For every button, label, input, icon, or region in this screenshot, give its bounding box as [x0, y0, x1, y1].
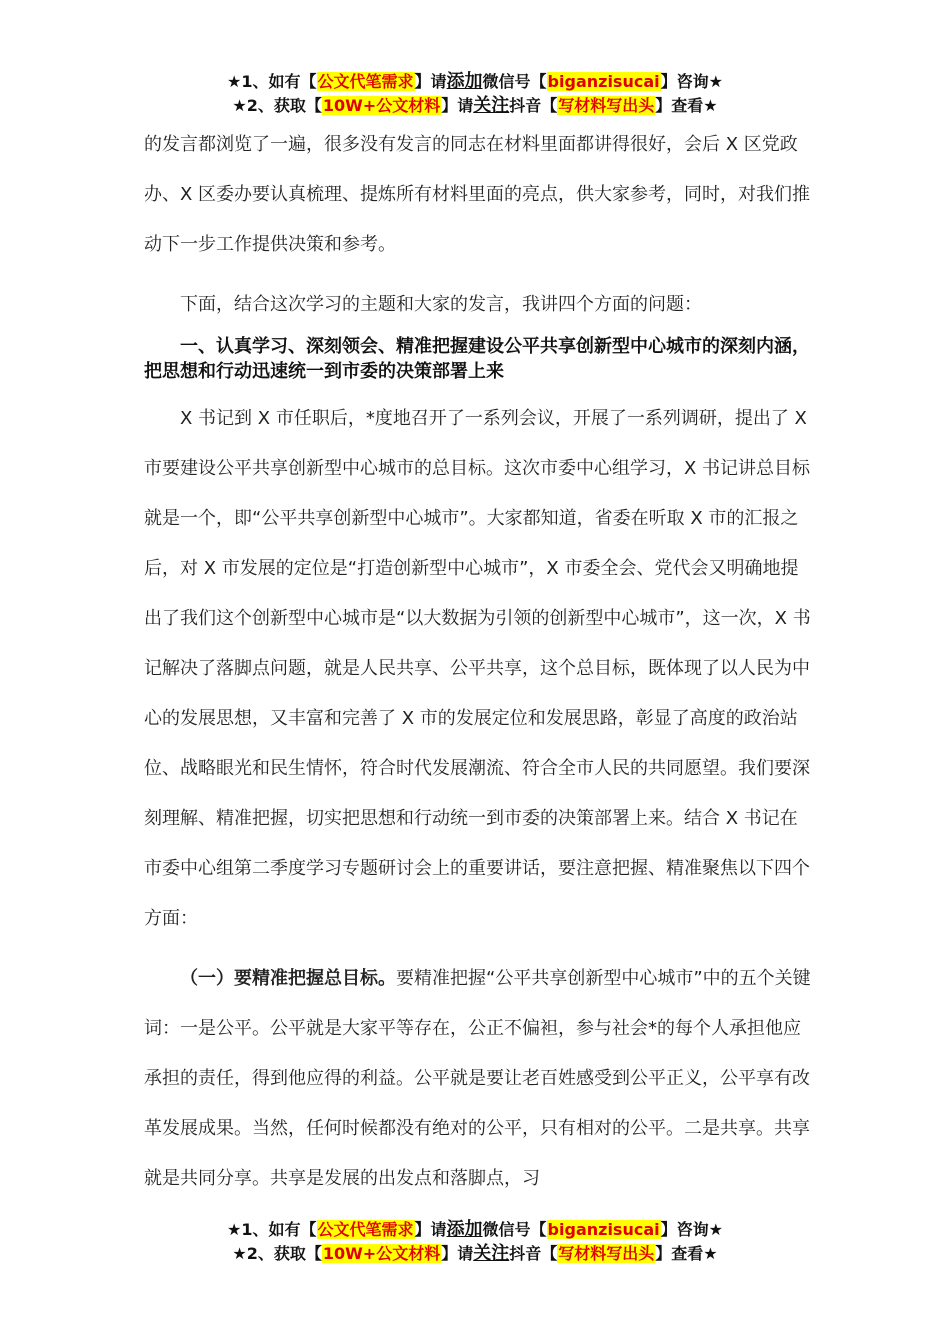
- paragraph: 的发言都浏览了一遍，很多没有发言的同志在材料里面都讲得很好，会后 X 区党政办、X 区委办要认真梳理、提炼所有材料里面的亮点，供大家参考，同时，对我们推动下一步工作提供决策和参考。: [144, 134, 811, 255]
- highlight-text: 写材料写出头: [558, 1244, 655, 1263]
- paragraph: X 书记到 X 市任职后，*度地召开了一系列会议，开展了一系列调研，提出了 X 市要建设公平共享创新型中心城市的总目标。这次市委中心组学习，X 书记讲总目标就是一个，即“公平共享创新型中心城市”。大家都知道，省委在听取 X 市的汇报之后，对 X 市发展的定位是“打造创新型中心城市”，X 市委全会、党代会又明确地提出了我们这个创新型中心城市是“以大数据为引领的创新型中心城市”，这一次，X 书记解决了落脚点问题，就是人民共享、公平共享，这个总目标，既体现了以人民为中心的发展思想，又丰富和完善了 X 市的发展定位和发展思路，彰显了高度的政治站位、战略眼光和民生情怀，符合时代发展潮流、符合全市人民的共同愿望。我们要深刻理解、精准把握，切实把思想和行动统一到市委的决策部署上来。结合 X 书记在市委中心组第二季度学习专题研讨会上的重要讲话，要注意把握、精准聚焦以下四个方面：: [144, 408, 811, 929]
- section-heading: 一、认真学习、深刻领会、精准把握建设公平共享创新型中心城市的深刻内涵，把思想和行动迅速统一到市委的决策部署上来: [144, 336, 810, 382]
- banner-line-2: ★2、获取【10W+公文材料】请关注抖音【写材料写出头】查看★: [232, 95, 718, 116]
- banner-line-2: ★2、获取【10W+公文材料】请关注抖音【写材料写出头】查看★: [232, 1243, 718, 1264]
- paragraph: 下面，结合这次学习的主题和大家的发言，我讲四个方面的问题：: [180, 294, 702, 315]
- highlight-text: biganzisucai: [547, 72, 660, 91]
- highlight-text: biganzisucai: [547, 1220, 660, 1239]
- highlight-text: 10W+公文材料: [322, 1244, 441, 1263]
- banner-line-1: ★1、如有【公文代笔需求】请添加微信号【biganzisucai】咨询★: [227, 1219, 723, 1240]
- highlight-text: 10W+公文材料: [322, 96, 441, 115]
- header-banner: [0, 70, 950, 118]
- banner-line-1: ★1、如有【公文代笔需求】请添加微信号【biganzisucai】咨询★: [227, 71, 723, 92]
- subheading-inline: （一）要精准把握总目标。: [180, 968, 396, 989]
- document-body: [144, 120, 814, 1204]
- paragraph: （一）要精准把握总目标。要精准把握“公平共享创新型中心城市”中的五个关键词：一是公平。公平就是大家平等存在，公正不偏袒，参与社会*的每个人承担他应承担的责任，得到他应得的利益。公平就是要让老百姓感受到公平正义，公平享有改革发展成果。当然，任何时候都没有绝对的公平，只有相对的公平。二是共享。共享就是共同分享。共享是发展的出发点和落脚点，习: [144, 968, 811, 1189]
- highlight-text: 写材料写出头: [558, 96, 655, 115]
- highlight-text: 公文代笔需求: [317, 1220, 414, 1239]
- footer-banner: [0, 1218, 950, 1266]
- highlight-text: 公文代笔需求: [317, 72, 414, 91]
